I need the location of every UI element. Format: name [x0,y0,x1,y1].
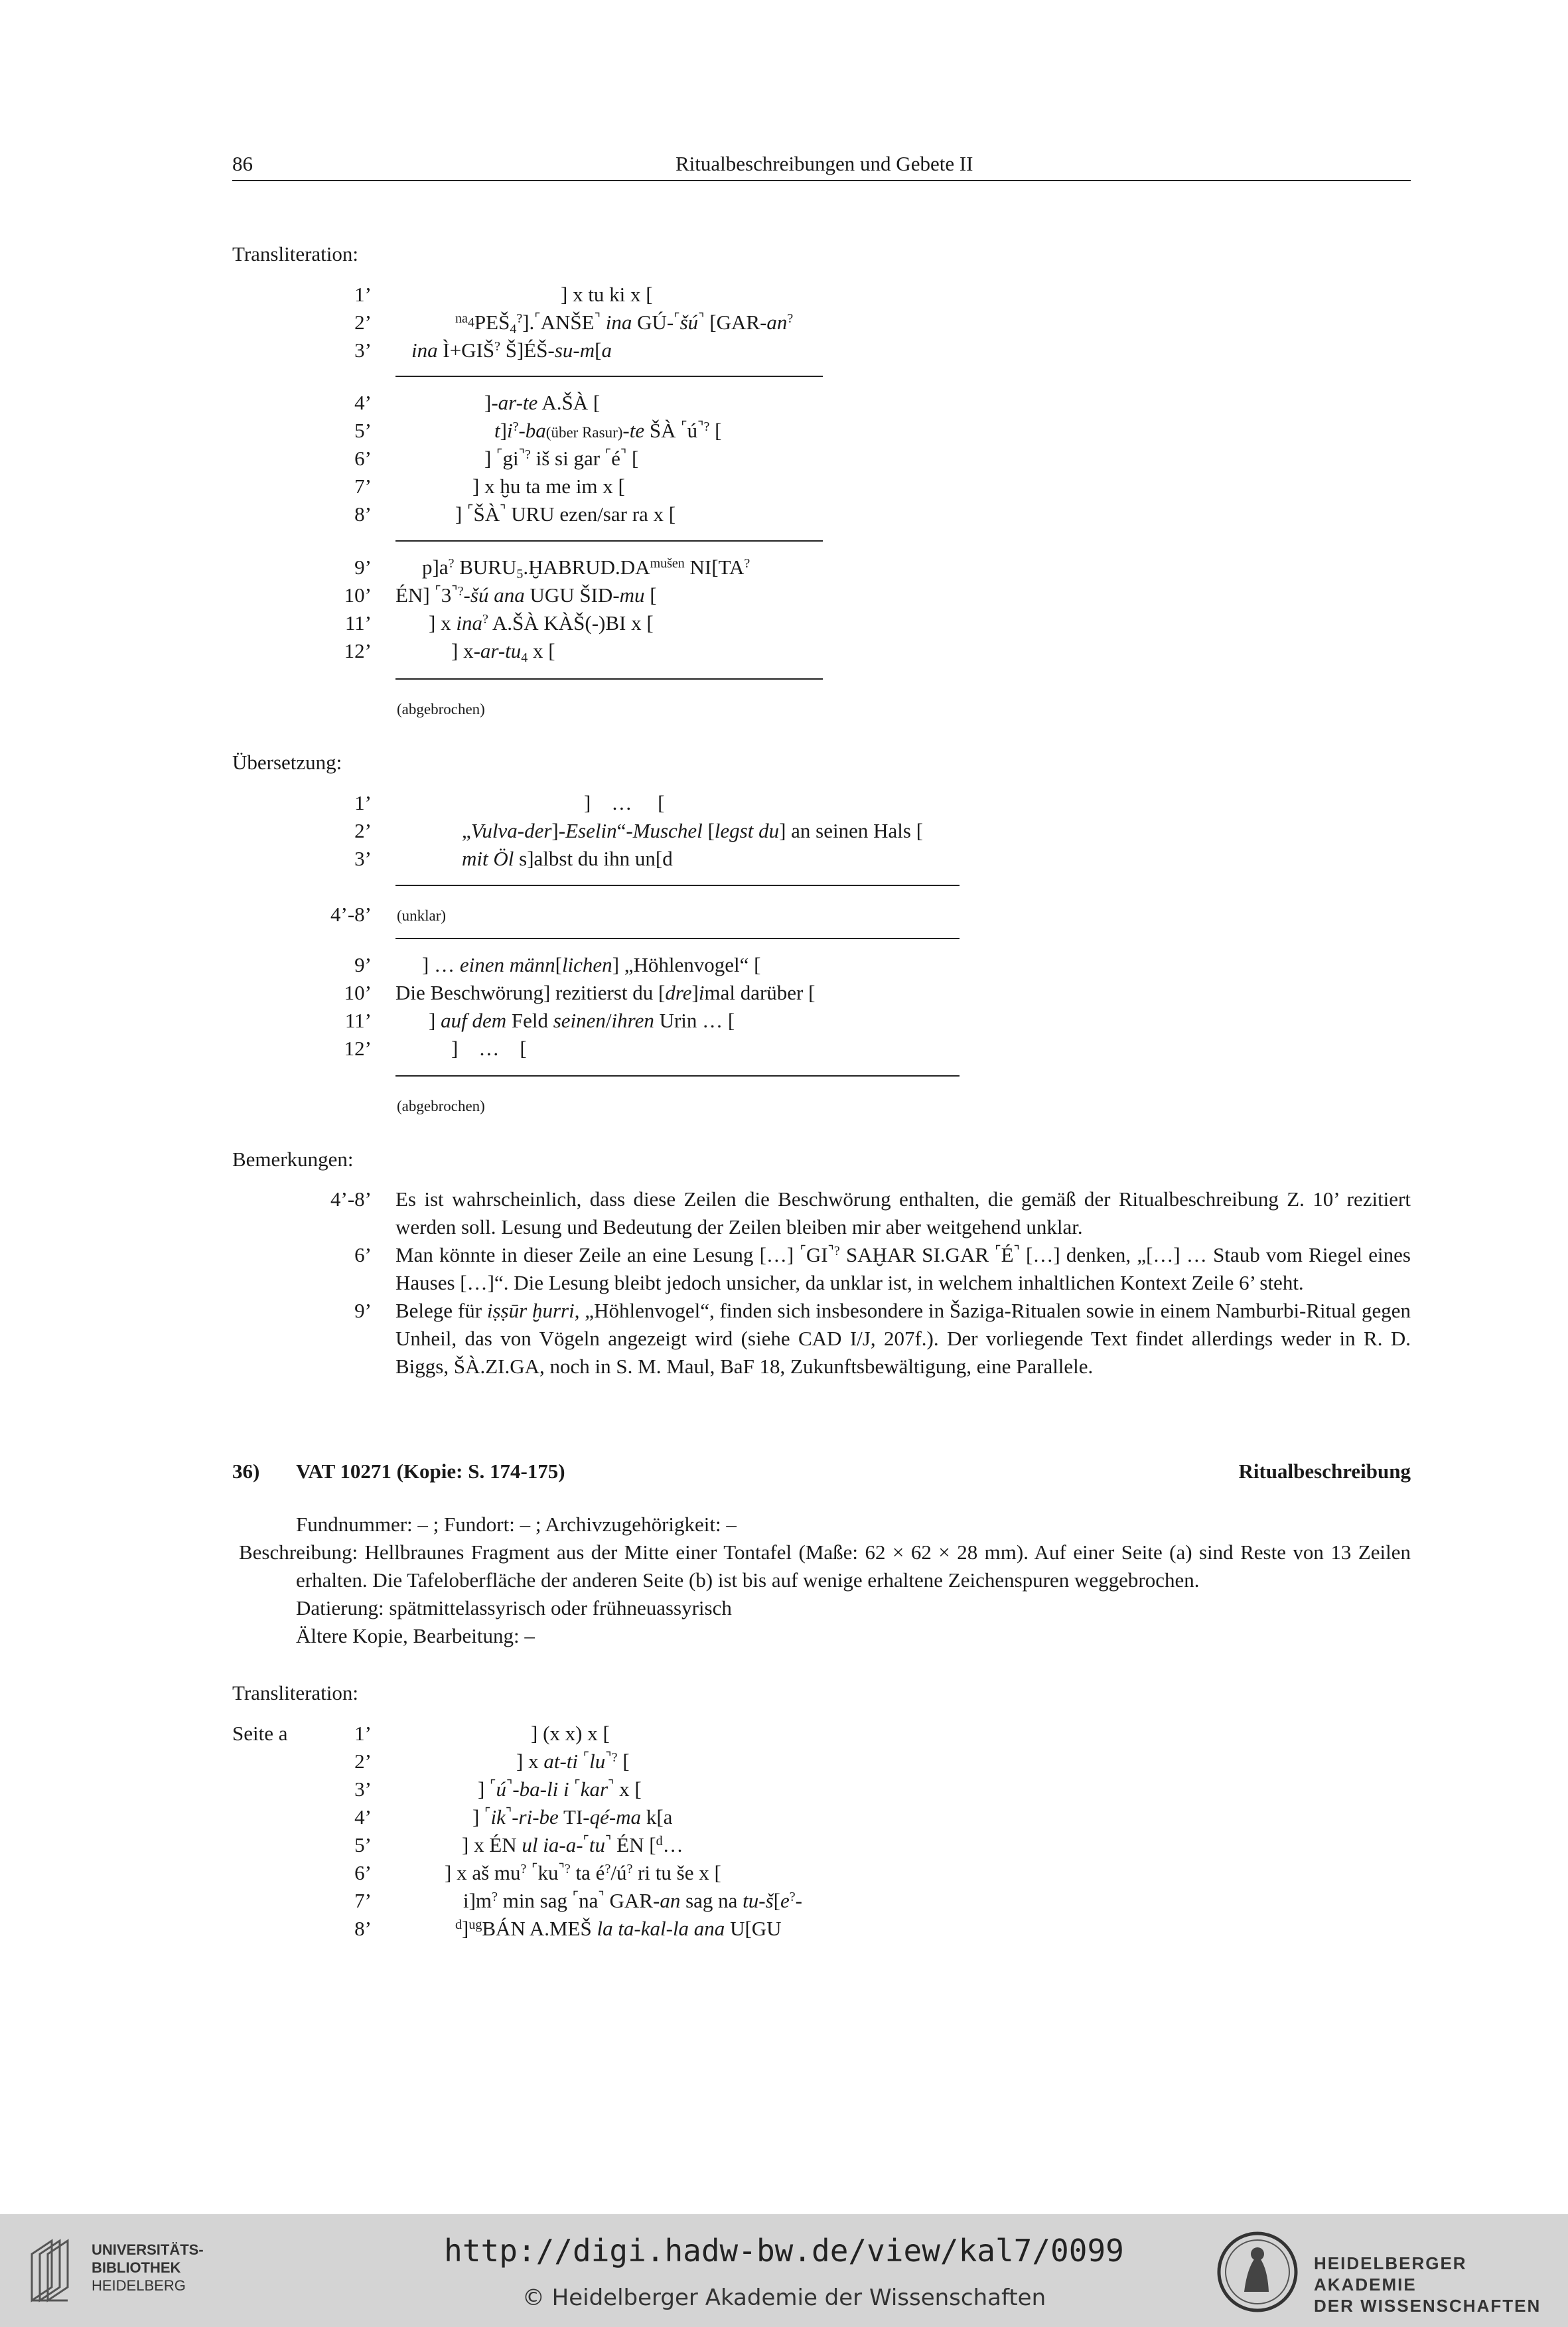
broken-note: (abgebrochen) [397,701,485,717]
entry-title: VAT 10271 (Kopie: S. 174-175) [296,1460,565,1483]
line-number: 12’ [344,639,372,662]
translit-line: t]i?-ba(über Rasur)-te ŠÀ ⌜ú⌝? [ [494,419,722,442]
description: Beschreibung: Hellbraunes Fragment aus der Mitte einer Tontafel (Maße: 62 × 62 × 28 mm). Auf einer Seite (a) sind Reste von 13 Zeilen erhalten. Die Tafeloberfläche der anderen Seite (b) ist bis auf wenige erhaltene Zeichenspuren weggebrochen. [239,1540,1411,1592]
line-number: 1’ [354,1722,372,1745]
line-number: 6’ [354,1861,372,1884]
line-number: 4’ [354,1805,372,1829]
remark-text: Es ist wahrscheinlich, dass diese Zeilen die Beschwörung enthalten, die gemäß der Ritualbeschreibung Z. 10’ rezitiert werden soll. Lesung und Bedeutung der Zeilen bleiben mir aber weitgehend unklar. [395,1187,1411,1239]
translit-line: p]a? $BURU_5.ḪABRUD.DA^{mušen}$ NI[TA? [422,556,750,581]
header-rule [232,180,1411,181]
line-number: 3’ [354,338,372,362]
line-number: 8’ [354,502,372,526]
translit-line: ] x ina? A.ŠÀ KÀŠ(-)BI x [ [429,611,654,635]
entry-category: Ritualbeschreibung [1238,1460,1411,1483]
older-copy: Ältere Kopie, Bearbeitung: – [296,1624,535,1647]
remark-label: 4’-8’ [330,1187,372,1211]
dating: Datierung: spätmittelassyrisch oder frühneuassyrisch [296,1596,732,1619]
transliteration-heading: Transliteration: [232,1681,359,1704]
line-number: 10’ [344,981,372,1004]
entry-number: 36) [232,1460,260,1483]
line-number: 7’ [354,1889,372,1912]
line-number: 3’ [354,1777,372,1801]
translit-line: ] x ÉN ul ia-a-⌜tu⌝ ÉN [$^d$… [462,1833,683,1856]
translit-line: ] ⌜ŠÀ⌝ URU ezen/sar ra x [ [455,502,676,526]
logo-line: HEIDELBERG [92,2277,186,2294]
find-number: Fundnummer: – ; Fundort: – ; Archivzugehörigkeit: – [296,1513,737,1536]
line-separator [395,678,823,680]
line-number: 4’ [354,391,372,414]
translit-line: $^d$]$^{ug}$BÁN A.MEŠ la ta-kal-la ana U[GU [455,1917,782,1940]
translit-line: $^{na_4}PEŠ_4^?].^⌜ANŠE^⌝$ ina GÚ-⌜šú⌝ [GAR-an? [455,311,794,337]
translit-line: ] ⌜gi⌝? iš si gar ⌜é⌝ [ [484,447,639,470]
translit-line: ] (x x) x [ [531,1722,610,1745]
line-number: 11’ [344,611,372,635]
line-number: 1’ [354,283,372,306]
translit-line: ] ⌜ú⌝-ba-li i ⌜kar⌝ x [ [478,1777,642,1801]
translit-line: ÉN] ⌜3⌝?-šú ana UGU ŠID-mu [ [395,583,657,607]
line-number: 10’ [344,583,372,607]
transliteration-heading: Transliteration: [232,242,359,265]
logo-line: BIBLIOTHEK [92,2259,181,2276]
translation-line: ] auf dem Feld seinen/ihren Urin … [ [429,1009,735,1032]
footer-band [0,2214,1568,2327]
remark-text: Man könnte in dieser Zeile an eine Lesung […] ⌜GI⌝? SAḪAR SI.GAR ⌜É⌝ […] denken, „[…] … Staub vom Riegel eines Hauses […]“. Die Lesung bleibt jedoch unsicher, da unklar ist, in welchem inhaltlichen Kontext Zeile 6’ steht. [395,1243,1411,1294]
running-title: Ritualbeschreibungen und Gebete II [676,152,973,175]
translit-line: ] $x-ar-tu_4$ x [ [451,639,555,665]
line-number: 8’ [354,1917,372,1940]
academy-logo-text [1314,2253,1546,2316]
translit-line: ] x tu ki x [ [561,283,653,306]
line-number: 9’ [354,556,372,579]
line-number: 12’ [344,1037,372,1060]
line-number: 5’ [354,1833,372,1856]
academy-seal-icon [1214,2229,1301,2315]
translit-line: i]m? min sag ⌜na⌝ GAR-an sag na tu-š[e?- [463,1889,802,1912]
page-number: 86 [232,152,253,175]
remarks-heading: Bemerkungen: [232,1148,354,1171]
translation-line: Die Beschwörung] rezitierst du [dre]imal darüber [ [395,981,816,1004]
translit-line: ina Ì+GIŠ? Š]ÉŠ-su-m[a [411,338,612,362]
line-separator [395,885,960,886]
translit-line: ] x at-ti ⌜lu⌝? [ [516,1750,630,1773]
line-number: 7’ [354,475,372,498]
translit-line: ] ⌜ik⌝-ri-be TI-qé-ma k[a [472,1805,673,1829]
line-number: 9’ [354,953,372,976]
logo-line: HEIDELBERGER AKADEMIE [1314,2253,1467,2294]
remark-label: 9’ [354,1299,372,1322]
line-number: 2’ [354,1750,372,1773]
page-url-link[interactable]: http://digi.hadw-bw.de/view/kal7/0099 [444,2233,1124,2269]
line-number: 2’ [354,819,372,842]
line-separator [395,540,823,542]
translit-line: ] x aš mu? ⌜ku⌝? ta é?/ú? ri tu še x [ [445,1861,721,1884]
remark-text: Belege für iṣṣūr ḫurri, „Höhlenvogel“, finden sich insbesondere in Šaziga-Ritualen sowie in einem Namburbi-Ritual gegen Unheil, das von Vögeln angezeigt wird (siehe CAD I/J, 207f.). Der vorliegende Text findet allerdings weder in R. D. Biggs, ŠÀ.ZI.GA, noch in S. M. Maul, BaF 18, Zukunftsbewältigung, eine Parallele. [395,1299,1411,1378]
logo-line: UNIVERSITÄTS- [92,2241,204,2258]
broken-note: (abgebrochen) [397,1098,485,1114]
line-number: 11’ [344,1009,372,1032]
line-separator [395,938,960,939]
translation-line: „Vulva-der]-Eselin“-Muschel [legst du] an seinen Hals [ [462,819,924,842]
translation-line: ] … [ [584,791,665,814]
translit-line: ]-ar-te A.ŠÀ [ [484,391,601,414]
line-range: 4’-8’ [330,903,372,926]
line-number: 5’ [354,419,372,442]
line-number: 2’ [354,311,372,334]
translation-heading: Übersetzung: [232,751,342,774]
side-label: Seite a [232,1722,288,1745]
logo-line: DER WISSENSCHAFTEN [1314,2296,1541,2316]
line-separator [395,1075,960,1077]
translation-line: ] … einen männ[lichen] „Höhlenvogel“ [ [422,953,761,976]
line-number: 3’ [354,847,372,870]
academy-logo[interactable] [1214,2229,1546,2315]
line-separator [395,376,823,377]
remark-label: 6’ [354,1243,372,1266]
copyright-notice: © Heidelberger Akademie der Wissenschaften [522,2285,1046,2311]
line-number: 1’ [354,791,372,814]
line-number: 6’ [354,447,372,470]
translation-line: mit Öl s]albst du ihn un[d [462,847,673,870]
unclear-note: (unklar) [397,907,447,924]
translation-line: ] … [ [451,1037,527,1060]
translit-line: ] x ḫu ta me im x [ [472,475,625,498]
